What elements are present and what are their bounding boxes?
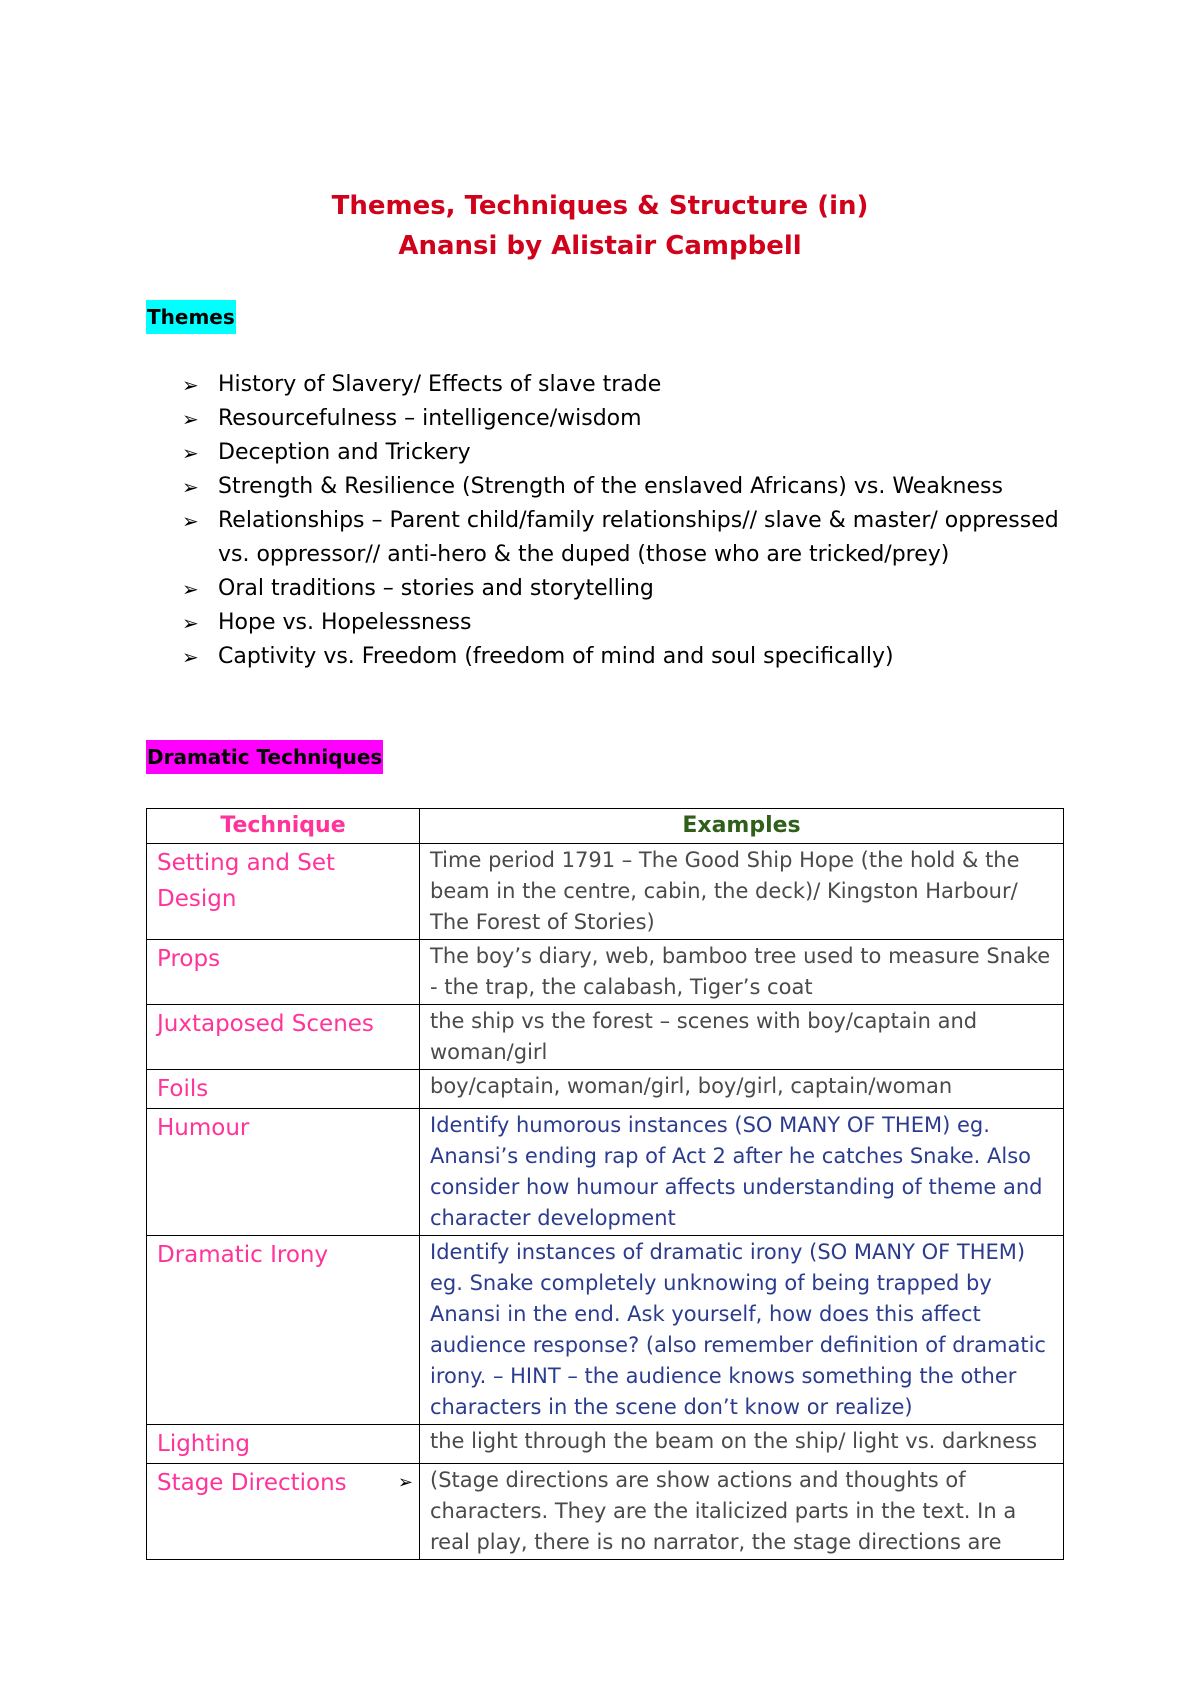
- arrow-bullet-icon: ➢: [182, 475, 199, 499]
- table-row: [147, 844, 1064, 940]
- list-item: [182, 368, 1062, 402]
- themes-list: [182, 368, 1062, 674]
- table-row: [147, 1070, 1064, 1109]
- technique-label: Stage Directions: [157, 1470, 347, 1496]
- theme-text: History of Slavery/ Effects of slave trade: [218, 372, 662, 397]
- table-row: [147, 1464, 1064, 1560]
- table-header-row: [147, 809, 1064, 844]
- list-item: [182, 572, 1062, 606]
- list-item: [182, 504, 1062, 572]
- list-item: [182, 640, 1062, 674]
- document-title-line-2: Anansi by Alistair Campbell: [398, 231, 802, 261]
- arrow-bullet-icon: ➢: [182, 509, 199, 533]
- table-row: [147, 1236, 1064, 1425]
- theme-text: Relationships – Parent child/family relationships// slave & master/ oppressed vs. oppressor// anti-hero & the duped (those who are tricked/prey): [218, 508, 1059, 567]
- technique-cell-with-arrow: [147, 1464, 420, 1560]
- table-row: [147, 1109, 1064, 1236]
- example-cell: (Stage directions are show actions and thoughts of characters. They are the italicized parts in the text. In a real play, there is no narrator, the stage directions are: [420, 1464, 1064, 1560]
- example-cell: Identify instances of dramatic irony (SO MANY OF THEM) eg. Snake completely unknowing of being trapped by Anansi in the end. Ask yourself, how does this affect audience response? (also remember definition of dramatic irony. – HINT – the audience knows something the other characters in the scene don’t know or realize): [420, 1236, 1064, 1425]
- theme-text: Captivity vs. Freedom (freedom of mind and soul specifically): [218, 644, 894, 669]
- column-header-examples: Examples: [420, 809, 1064, 844]
- technique-cell: Juxtaposed Scenes: [147, 1005, 420, 1070]
- theme-text: Deception and Trickery: [218, 440, 471, 465]
- theme-text: Resourcefulness – intelligence/wisdom: [218, 406, 642, 431]
- technique-cell: Lighting: [147, 1425, 420, 1464]
- list-item: [182, 436, 1062, 470]
- arrow-bullet-icon: ➢: [397, 1472, 413, 1493]
- technique-cell: Props: [147, 940, 420, 1005]
- example-cell: Time period 1791 – The Good Ship Hope (the hold & the beam in the centre, cabin, the deck)/ Kingston Harbour/ The Forest of Stories): [420, 844, 1064, 940]
- example-cell: boy/captain, woman/girl, boy/girl, captain/woman: [420, 1070, 1064, 1109]
- arrow-bullet-icon: ➢: [182, 645, 199, 669]
- table-row: [147, 940, 1064, 1005]
- arrow-bullet-icon: ➢: [182, 577, 199, 601]
- techniques-table: [146, 808, 1064, 1560]
- example-cell: the light through the beam on the ship/ light vs. darkness: [420, 1425, 1064, 1464]
- list-item: [182, 402, 1062, 436]
- table-row: [147, 1425, 1064, 1464]
- arrow-bullet-icon: ➢: [182, 407, 199, 431]
- example-cell: the ship vs the forest – scenes with boy/captain and woman/girl: [420, 1005, 1064, 1070]
- theme-text: Oral traditions – stories and storytelling: [218, 576, 654, 601]
- arrow-bullet-icon: ➢: [182, 373, 199, 397]
- example-cell: Identify humorous instances (SO MANY OF THEM) eg. Anansi’s ending rap of Act 2 after he catches Snake. Also consider how humour affects understanding of theme and character development: [420, 1109, 1064, 1236]
- list-item: [182, 470, 1062, 504]
- themes-heading: Themes: [146, 300, 236, 334]
- dramatic-techniques-heading: Dramatic Techniques: [146, 740, 383, 774]
- arrow-bullet-icon: ➢: [182, 441, 199, 465]
- list-item: [182, 606, 1062, 640]
- technique-cell: Dramatic Irony: [147, 1236, 420, 1425]
- technique-cell: Humour: [147, 1109, 420, 1236]
- document-title-line-1: Themes, Techniques & Structure (in): [331, 191, 869, 221]
- table-row: [147, 1005, 1064, 1070]
- column-header-technique: Technique: [147, 809, 420, 844]
- theme-text: Hope vs. Hopelessness: [218, 610, 472, 635]
- arrow-bullet-icon: ➢: [182, 611, 199, 635]
- technique-cell: Setting and Set Design: [147, 844, 420, 940]
- technique-cell: Foils: [147, 1070, 420, 1109]
- theme-text: Strength & Resilience (Strength of the enslaved Africans) vs. Weakness: [218, 474, 1003, 499]
- example-cell: The boy’s diary, web, bamboo tree used to measure Snake - the trap, the calabash, Tiger’s coat: [420, 940, 1064, 1005]
